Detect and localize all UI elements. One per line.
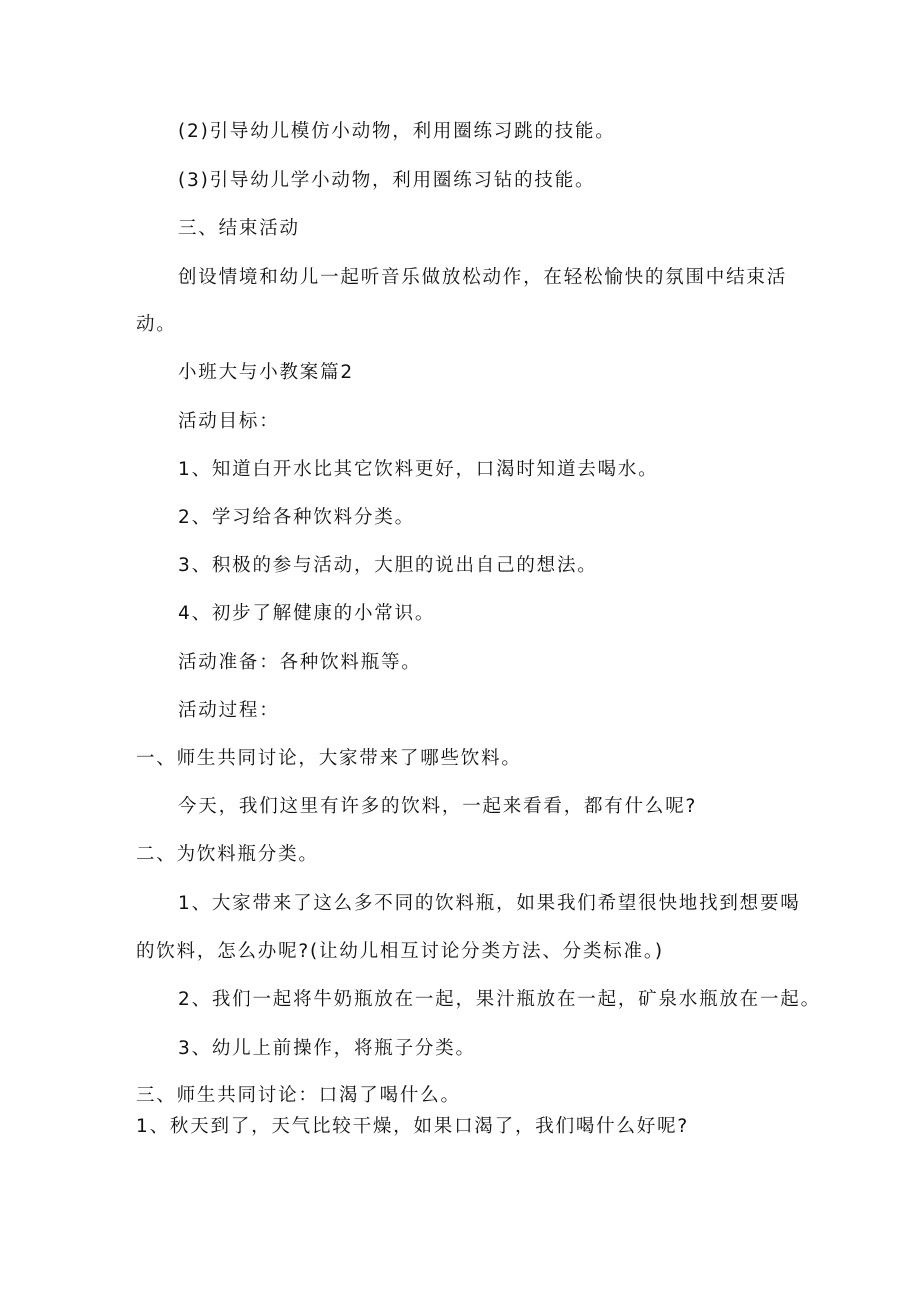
list-item: 4、初步了解健康的小常识。 [178, 603, 436, 624]
list-item: 2、学习给各种饮料分类。 [178, 507, 415, 528]
paragraph-line: 创设情境和幼儿一起听音乐做放松动作，在轻松愉快的氛围中结束活 [178, 267, 788, 288]
paragraph-line: 动。 [136, 314, 177, 335]
paragraph-line: 的饮料，怎么办呢?(让幼儿相互讨论分类方法、分类标准。) [136, 941, 664, 962]
paragraph-line: (3)引导幼儿学小动物，利用圈练习钻的技能。 [178, 170, 596, 191]
section-heading: 一、师生共同讨论，大家带来了哪些饮料。 [136, 748, 522, 769]
paragraph-line: 2、我们一起将牛奶瓶放在一起，果汁瓶放在一起，矿泉水瓶放在一起。 [178, 989, 821, 1010]
list-item: 1、知道白开水比其它饮料更好，口渴时知道去喝水。 [178, 459, 659, 480]
document-title: 小班大与小教案篇2 [178, 362, 354, 383]
paragraph-line: 1、大家带来了这么多不同的饮料瓶，如果我们希望很快地找到想要喝 [178, 893, 801, 914]
section-heading: 活动目标： [178, 411, 280, 432]
paragraph-line: 3、幼儿上前操作，将瓶子分类。 [178, 1038, 476, 1059]
paragraph-line: (2)引导幼儿模仿小动物，利用圈练习跳的技能。 [178, 121, 616, 142]
paragraph-line: 今天，我们这里有许多的饮料，一起来看看，都有什么呢? [178, 796, 698, 817]
section-heading: 活动过程： [178, 700, 280, 721]
section-heading: 二、为饮料瓶分类。 [136, 844, 319, 865]
paragraph-line: 活动准备：各种饮料瓶等。 [178, 652, 422, 673]
section-heading: 三、师生共同讨论：口渴了喝什么。 [136, 1085, 461, 1106]
paragraph-line: 1、秋天到了，天气比较干燥，如果口渴了，我们喝什么好呢? [136, 1116, 689, 1137]
section-heading: 三、结束活动 [178, 218, 300, 239]
list-item: 3、积极的参与活动，大胆的说出自己的想法。 [178, 555, 598, 576]
